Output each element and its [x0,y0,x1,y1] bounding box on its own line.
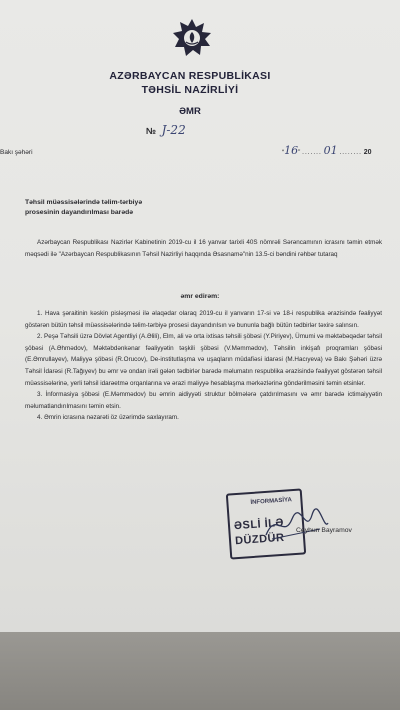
order-date: “16” ....... 01 ........ 20 [282,144,372,157]
title-line: prosesinin dayandırılması barədə [25,209,134,216]
signatory-name: Ceyhun Bayramov [296,527,352,534]
title-line: Təhsil müəssisələrində təlim-tərbiyə [25,199,143,206]
number-prefix: № [146,126,157,136]
order-title [25,198,142,218]
date-day: 16 [284,144,299,157]
ministry-name: TƏHSİL NAZİRLİYİ [141,84,239,96]
state-emblem-icon [172,18,212,58]
stamp-line-2: DÜZDÜR [234,531,285,548]
city-label: Bakı şəhəri [0,149,33,156]
stamp-line-1: ƏSLİ İLƏ [233,516,285,533]
ministry-country: AZƏRBAYCAN RESPUBLİKASI [109,70,271,82]
order-items [25,308,382,424]
number-value: J-22 [161,123,186,137]
date-month: 01 [323,144,338,157]
signature-icon [262,505,332,545]
date-year: 20 [363,149,372,156]
stamp-label: İNFORMASİYA [250,497,293,507]
order-item: 3. İnformasiya şöbəsi (E.Məmmədov) bu əmrin aidiyyəti struktur bölmələrə çatdırılmasını və əmr barədə ictimaiyyətin məlumatlandırılmasını təmin etsin. [25,391,382,410]
order-item: 1. Hava şəraitinin kəskin pisləşməsi ilə əlaqədar olaraq 2019-cu il yanvarın 17-si və 18-i respublika ərazisində fəaliyyət göstərən bütün təhsil müəssisələrində təlim-tərbiyə prosesi dayandırılsın və bununla bağlı bütün tədbirlər təxirə salınsın. [25,310,382,329]
order-number [146,123,186,137]
order-item: 4. Əmrin icrasına nəzarəti öz üzərimdə saxlayıram. [37,414,179,422]
document-type: ƏMR [179,106,201,117]
preamble-paragraph: Azərbaycan Respublikası Nazirlər Kabinetinin 2019-cu il 16 yanvar tarixli 40S nömrəli Sərəncamının icrasını təmin etmək məqsədi ilə "Azərbaycan Respublikasının Təhsil Nazirliyi haqqında Əsasnamə"nin 13.5-ci bəndini rəhbər tutaraq [25,239,382,258]
table-surface [0,632,400,710]
order-heading: əmr edirəm: [180,293,220,300]
order-item: 2. Peşə Təhsili üzrə Dövlət Agentliyi (A.Əlili), Elm, ali və orta ixtisas təhsili şöbəsi (Y.Piriyev), Ümumi və məktəbəqədər təhsil şöbəsi (A.Əhmədov), Məktəbdənkənar fəaliyyətin təşkili şöbəsi (V.Məmmədov), Təhsilin inkişafı proqramları şöbəsi (E.Əmrullayev), Maliyyə şöbəsi (R.Orucov), De-institutlaşma və uşaqların müdafiəsi idarəsi (M.Hacıyeva) və Bakı Şəhəri üzrə Təhsil İdarəsi (R.Tağıyev) bu əmr və ondan irəli gələn tədbirlər barədə məlumatın respublika ərazisində fəaliyyət göstərən təhsil müəssisələrinə, yerli təhsil idarəetmə orqanlarına və ərazi maliyyə hesablaşma mərkəzlərinə göndərilməsini təmin etsinlər. [25,333,382,387]
